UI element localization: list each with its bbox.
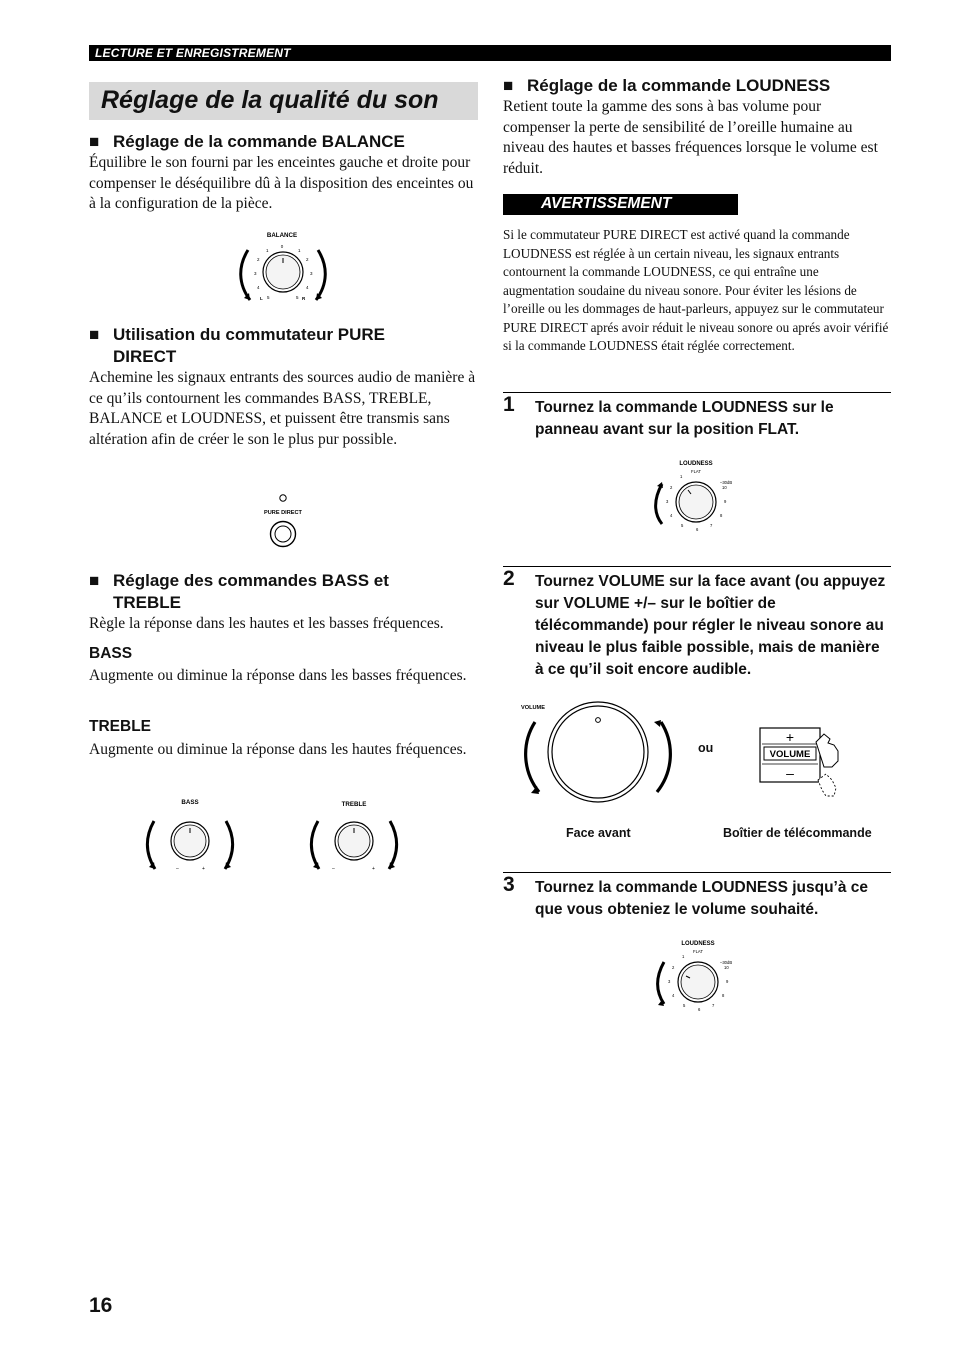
loudness-body: Retient toute la gamme des sons à bas volume pour compenser la perte de sensibilité de l’oreille humaine au niveau des hautes et basses fréquences lorsque le volume est réduit. xyxy=(503,98,878,177)
page-title-box xyxy=(89,82,478,120)
loudness-flat-label: FLAT xyxy=(693,949,703,954)
svg-text:1: 1 xyxy=(682,954,685,959)
step-2-number: 2 xyxy=(503,567,515,590)
remote-minus: – xyxy=(786,765,794,781)
page-title: Réglage de la qualité du son xyxy=(101,86,439,114)
bass-treble-heading: ■ Réglage des commandes BASS et TREBLE xyxy=(89,571,389,612)
loudness-flat-label: FLAT xyxy=(691,469,701,474)
svg-text:6: 6 xyxy=(696,527,699,532)
page-number: 16 xyxy=(89,1294,113,1317)
warning-body: Si le commutateur PURE DIRECT est activé quand la commande LOUDNESS est réglée à un certain niveau, les signaux entrants contournent la commande LOUDNESS, ce qui entraîne une augmentation soudaine du niveau sonore. Pour éviter les lésions de l’oreille ou les dommages de haut-parleurs, appuyez sur le commutateur PURE DIRECT aprés avoir réduit le niveau sonore ou aprés avoir vérifié si la commande LOUDNESS était réglée correctement. xyxy=(503,227,889,353)
square-bullet-icon: ■ xyxy=(89,571,100,590)
svg-text:5: 5 xyxy=(683,1003,686,1008)
pure-direct-body: Achemine les signaux entrants des sources audio de manière à ce qu’ils contournent les commandes BASS, TREBLE, BALANCE et LOUDNESS, et puissent être transmis sans altération afin de créer le son le plus pur possible. xyxy=(89,369,476,448)
bass-plus: + xyxy=(202,866,205,872)
svg-text:6: 6 xyxy=(698,1007,701,1012)
step-divider xyxy=(503,392,891,393)
loudness-knob-label: LOUDNESS xyxy=(681,941,715,947)
step-divider xyxy=(503,566,891,567)
warning-label: AVERTISSEMENT xyxy=(541,195,672,212)
balance-heading: ■ Réglage de la commande BALANCE xyxy=(89,132,405,151)
treble-body: Augmente ou diminue la réponse dans les hautes fréquences. xyxy=(89,741,467,758)
remote-volume-illustration xyxy=(754,724,846,800)
treble-plus: + xyxy=(372,866,375,872)
svg-text:9: 9 xyxy=(726,979,729,984)
pure-direct-heading: ■ Utilisation du commutateur PURE DIRECT xyxy=(89,325,386,366)
loudness-knob-flat-illustration xyxy=(648,456,744,536)
svg-text:10: 10 xyxy=(724,965,729,970)
svg-text:3: 3 xyxy=(310,271,313,276)
bass-title: BASS xyxy=(89,645,133,662)
svg-text:1: 1 xyxy=(680,474,683,479)
pure-direct-label: PURE DIRECT xyxy=(264,510,302,516)
step-divider xyxy=(503,872,891,873)
balance-left-label: L xyxy=(260,296,263,301)
loudness-db-label: –30dB xyxy=(720,480,733,485)
treble-minus: – xyxy=(332,866,335,872)
svg-text:10: 10 xyxy=(722,485,727,490)
loudness-knob-label: LOUDNESS xyxy=(679,461,713,467)
bass-treble-body: Règle la réponse dans les hautes et les basses fréquences. xyxy=(89,615,444,632)
square-bullet-icon: ■ xyxy=(89,132,100,151)
svg-text:4: 4 xyxy=(672,993,675,998)
svg-text:4: 4 xyxy=(257,285,260,290)
remote-volume-label: VOLUME xyxy=(769,749,811,760)
loudness-db-label: –30dB xyxy=(720,960,733,965)
treble-title: TREBLE xyxy=(89,718,151,735)
svg-text:3: 3 xyxy=(254,271,257,276)
step-3-text: Tournez la commande LOUDNESS jusqu’à ce que vous obteniez le volume souhaité. xyxy=(535,879,869,918)
svg-text:1: 1 xyxy=(266,248,269,253)
section-header-bar xyxy=(89,45,891,61)
svg-text:2: 2 xyxy=(672,965,675,970)
loudness-heading: ■ Réglage de la commande LOUDNESS xyxy=(503,76,831,95)
balance-right-label: R xyxy=(302,296,306,301)
svg-text:7: 7 xyxy=(710,523,713,528)
volume-knob-illustration xyxy=(515,698,675,806)
svg-text:9: 9 xyxy=(724,499,727,504)
balance-knob-label: BALANCE xyxy=(266,232,298,239)
bass-knob-illustration xyxy=(142,795,240,875)
loudness-knob-adjusted-illustration xyxy=(650,936,746,1016)
pure-direct-button-illustration xyxy=(252,492,316,552)
svg-text:7: 7 xyxy=(712,1003,715,1008)
svg-text:2: 2 xyxy=(306,257,309,262)
svg-text:3: 3 xyxy=(668,979,671,984)
or-label: ou xyxy=(698,741,714,755)
step-2-text: Tournez VOLUME sur la face avant (ou appuyez sur VOLUME +/– sur le boîtier de télécommande) pour régler le niveau sonore au niveau le plus faible possible, mais de manière à ce qu’il soit encore audible. xyxy=(535,573,886,678)
section-header-label: LECTURE ET ENREGISTREMENT xyxy=(95,46,291,60)
balance-body: Équilibre le son fourni par les enceintes gauche et droite pour compenser le déséquilibre dû à la disposition des enceintes ou à la configuration de la pièce. xyxy=(89,154,474,212)
square-bullet-icon: ■ xyxy=(89,325,100,344)
bass-body: Augmente ou diminue la réponse dans les basses fréquences. xyxy=(89,667,467,684)
svg-text:0: 0 xyxy=(280,244,284,249)
svg-text:2: 2 xyxy=(257,257,260,262)
balance-knob-illustration xyxy=(232,228,332,308)
step-1-text: Tournez la commande LOUDNESS sur le panneau avant sur la position FLAT. xyxy=(535,399,834,438)
svg-text:5: 5 xyxy=(296,295,299,300)
svg-text:8: 8 xyxy=(720,513,723,518)
step-3-number: 3 xyxy=(503,873,515,896)
bass-minus: – xyxy=(176,866,179,872)
remote-plus: + xyxy=(785,729,795,745)
caption-remote: Boîtier de télécommande xyxy=(723,826,872,840)
svg-text:8: 8 xyxy=(722,993,725,998)
svg-text:5: 5 xyxy=(681,523,684,528)
svg-text:5: 5 xyxy=(267,295,270,300)
svg-text:3: 3 xyxy=(666,499,669,504)
treble-knob-label: TREBLE xyxy=(341,801,367,808)
bass-knob-label: BASS xyxy=(181,799,199,806)
caption-front-panel: Face avant xyxy=(566,826,631,840)
svg-text:1: 1 xyxy=(298,248,301,253)
svg-text:2: 2 xyxy=(670,485,673,490)
warning-label-bar xyxy=(503,194,738,215)
square-bullet-icon: ■ xyxy=(503,76,514,95)
volume-knob-label: VOLUME xyxy=(521,705,545,711)
svg-text:4: 4 xyxy=(306,285,309,290)
svg-text:4: 4 xyxy=(670,513,673,518)
step-1-number: 1 xyxy=(503,393,515,416)
treble-knob-illustration xyxy=(306,795,404,875)
